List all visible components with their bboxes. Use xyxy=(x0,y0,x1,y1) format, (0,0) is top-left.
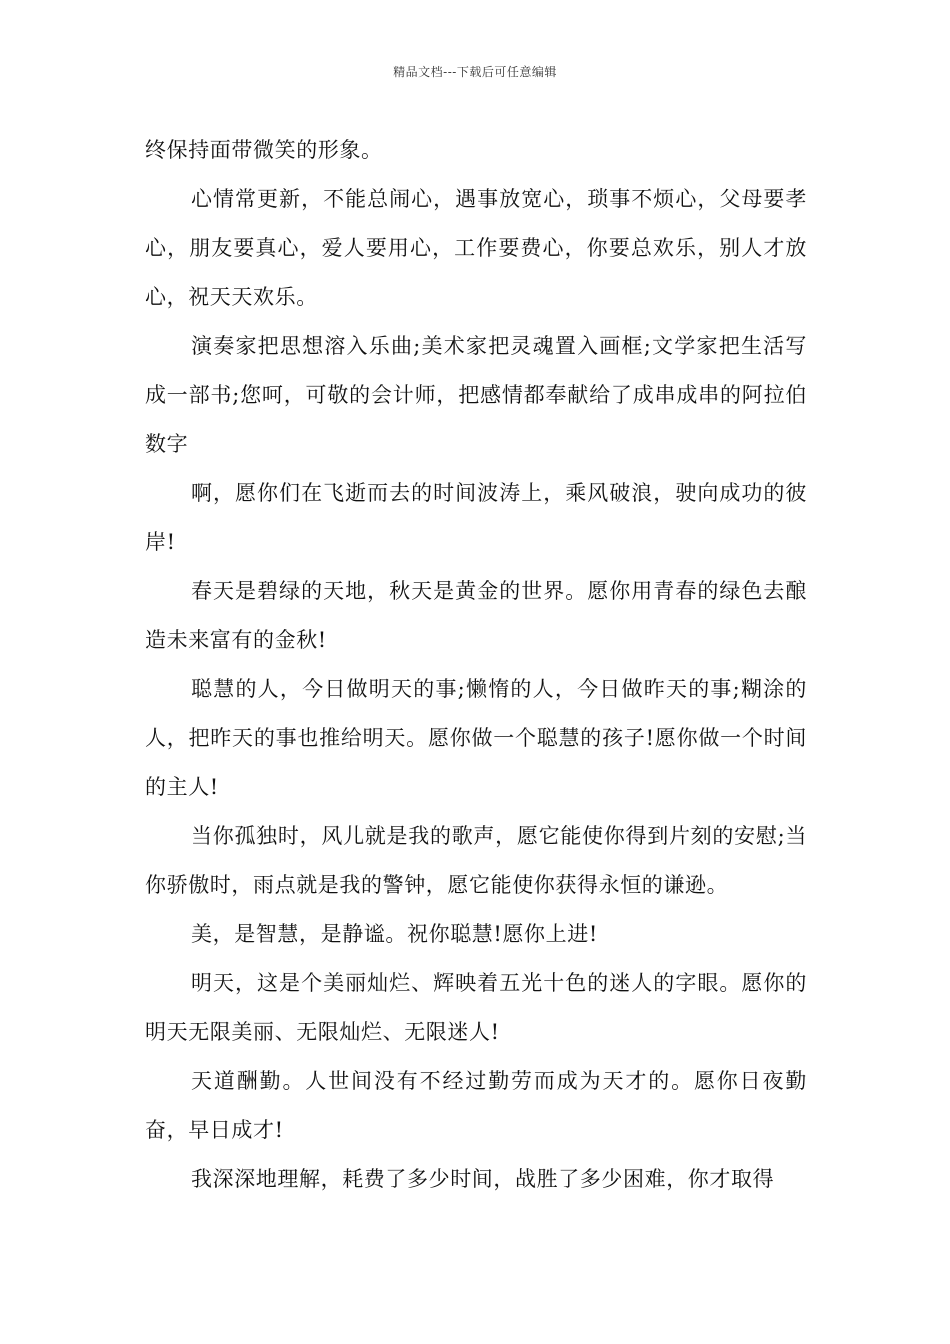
paragraph: 终保持面带微笑的形象。 xyxy=(145,138,383,162)
paragraph: 当你孤独时，风儿就是我的歌声，愿它能使你得到片刻的安慰;当你骄傲时，雨点就是我的警钟，愿它能使你获得永恒的谦逊。 xyxy=(145,824,807,897)
paragraph: 我深深地理解，耗费了多少时间，战胜了多少困难，你才取得 xyxy=(191,1167,775,1191)
paragraph: 天道酬勤。人世间没有不经过勤劳而成为天才的。愿你日夜勤奋，早日成才! xyxy=(145,1069,807,1142)
paragraph: 啊，愿你们在飞逝而去的时间波涛上，乘风破浪，驶向成功的彼岸! xyxy=(145,481,807,554)
paragraph: 春天是碧绿的天地，秋天是黄金的世界。愿你用青春的绿色去酿造未来富有的金秋! xyxy=(145,579,807,652)
document-body xyxy=(145,126,807,1204)
page-header: 精品文档---下载后可任意编辑 xyxy=(393,65,557,79)
paragraph: 明天，这是个美丽灿烂、辉映着五光十色的迷人的字眼。愿你的明天无限美丽、无限灿烂、无限迷人! xyxy=(145,971,807,1044)
paragraph: 演奏家把思想溶入乐曲;美术家把灵魂置入画框;文学家把生活写成一部书;您呵，可敬的会计师，把感情都奉献给了成串成串的阿拉伯数字 xyxy=(145,334,807,456)
paragraph: 聪慧的人，今日做明天的事;懒惰的人，今日做昨天的事;糊涂的人，把昨天的事也推给明天。愿你做一个聪慧的孩子!愿你做一个时间的主人! xyxy=(145,677,807,799)
paragraph: 美，是智慧，是静谧。祝你聪慧!愿你上进! xyxy=(191,922,598,946)
paragraph: 心情常更新，不能总闹心，遇事放宽心，琐事不烦心，父母要孝心，朋友要真心，爱人要用心，工作要费心，你要总欢乐，别人才放心，祝天天欢乐。 xyxy=(145,187,807,309)
